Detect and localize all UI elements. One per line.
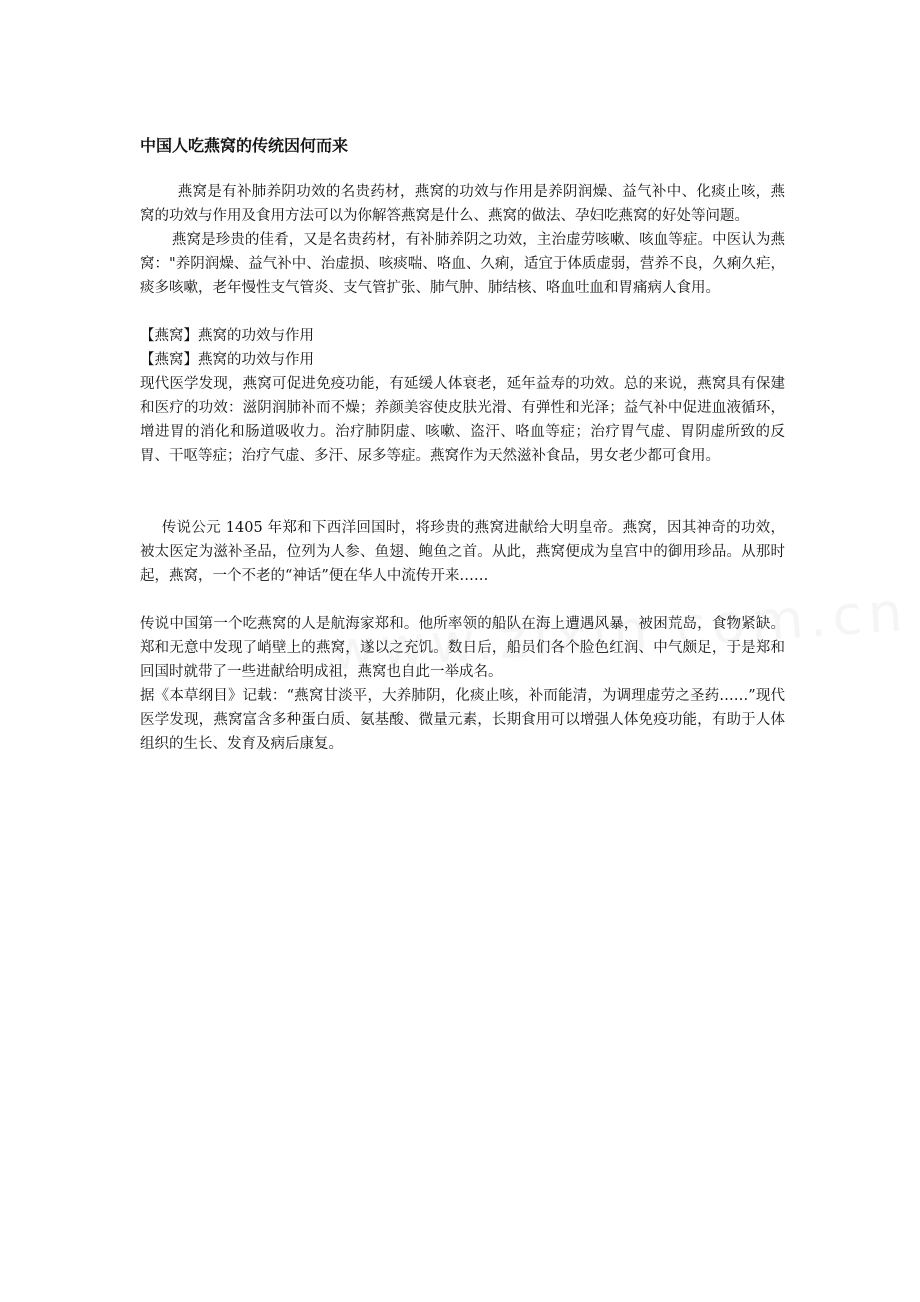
paragraph-modern-medicine: 现代医学发现，燕窝可促进免疫功能，有延缓人体衰老，延年益寿的功效。总的来说，燕窝具有保建和医疗的功效：滋阴润肺补而不燥；养颜美容使皮肤光滑、有弹性和光泽；益气补中促进血液循环，增进胃的消化和肠道吸收力。治疗肺阴虚、咳嗽、盗汗、咯血等症；治疗胃气虚、胃阴虚所致的反胃、干呕等症；治疗气虚、多汗、尿多等症。燕窝作为天然滋补食品，男女老少都可食用。 xyxy=(140,376,785,464)
paragraph-legend-1405: 传说公元 1405 年郑和下西洋回国时，将珍贵的燕窝进献给大明皇帝。燕窝，因其神奇的功效，被太医定为滋补圣品，位列为人参、鱼翅、鲍鱼之首。从此，燕窝便成为皇宫中的御用珍品。从那时起，燕窝，一个不老的“神话”便在华人中流传开来…… xyxy=(140,520,785,584)
paragraph-spacer xyxy=(140,468,785,516)
paragraph-zheng-he: 传说中国第一个吃燕窝的人是航海家郑和。他所率领的船队在海上遭遇风暴，被困荒岛，食物紧缺。郑和无意中发现了峭壁上的燕窝，遂以之充饥。数日后，船员们各个脸色红润、中气颇足，于是郑和回国时就带了一些进献给明成祖，燕窝也自此一举成名。 xyxy=(140,616,785,680)
paragraph-bencao-gangmu: 据《本草纲目》记载：“燕窝甘淡平，大养肺阴，化痰止咳，补而能清，为调理虚劳之圣药……”现代医学发现，燕窝富含多种蛋白质、氨基酸、微量元素，长期食用可以增强人体免疫功能，有助于人体组织的生长、发育及病后康复。 xyxy=(140,688,785,752)
document-title: 中国人吃燕窝的传统因何而来 xyxy=(140,136,349,155)
paragraph-intro: 燕窝是有补肺养阴功效的名贵药材，燕窝的功效与作用是养阴润燥、益气补中、化痰止咳，燕窝的功效与作用及食用方法可以为你解答燕窝是什么、燕窝的做法、孕妇吃燕窝的好处等问题。 xyxy=(140,184,785,224)
paragraph-spacer xyxy=(140,588,785,612)
paragraph-spacer xyxy=(140,300,785,324)
paragraph-tcm-view: 燕窝是珍贵的佳肴，又是名贵药材，有补肺养阴之功效，主治虚劳咳嗽、咳血等症。中医认为燕窝："养阴润燥、益气补中、治虚损、咳痰喘、咯血、久痢，适宜于体质虚弱，营养不良，久痢久疟，痰多咳嗽，老年慢性支气管炎、支气管扩张、肺气肿、肺结核、咯血吐血和胃痛病人食用。 xyxy=(140,232,785,296)
section-heading: 【燕窝】燕窝的功效与作用 xyxy=(140,352,314,368)
section-heading: 【燕窝】燕窝的功效与作用 xyxy=(140,328,314,344)
document-body xyxy=(140,134,785,756)
